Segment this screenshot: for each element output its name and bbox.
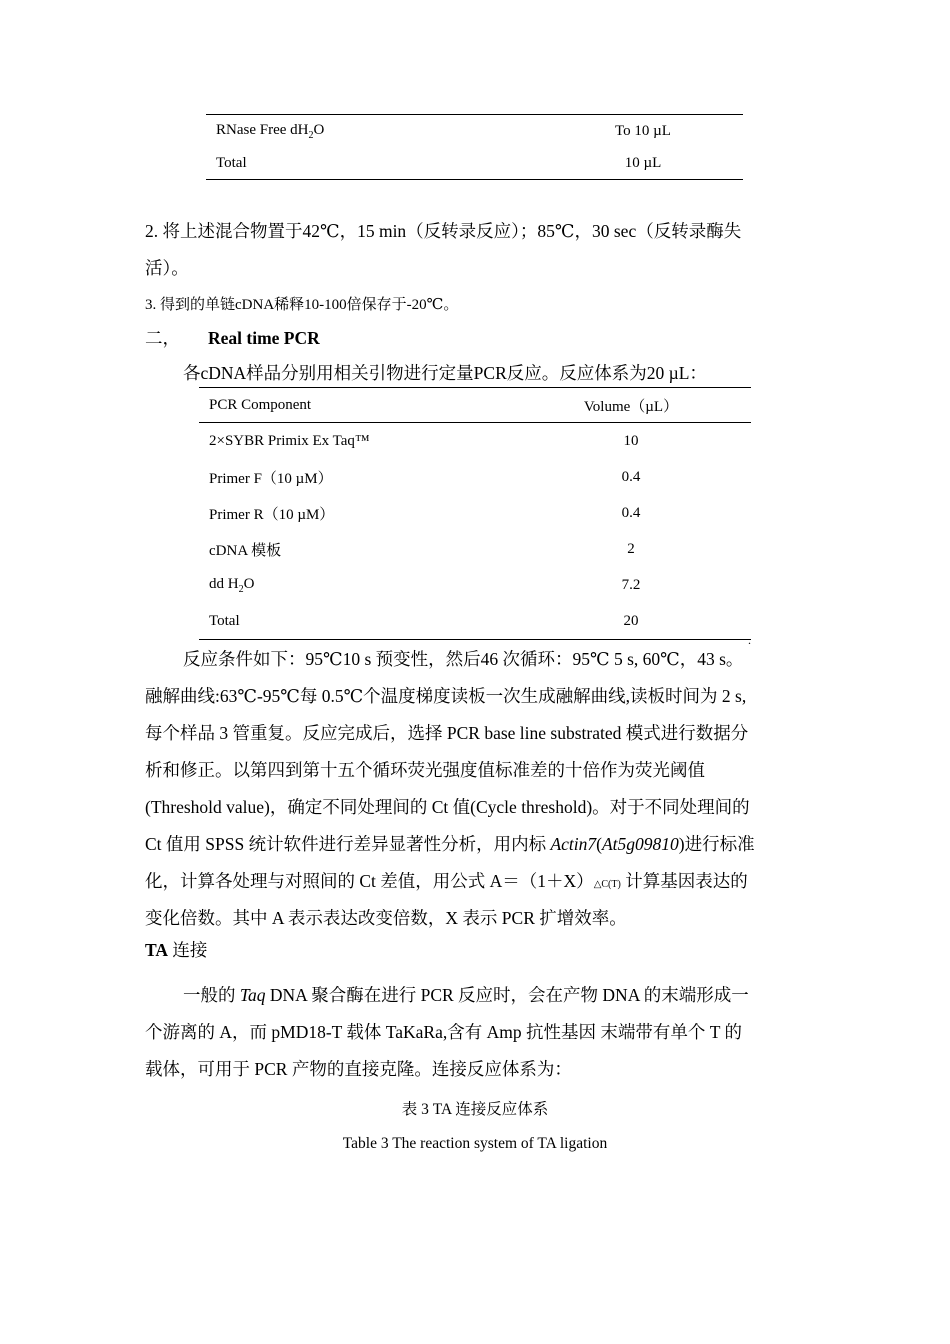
- reagent-table-continued: [206, 114, 743, 180]
- table-trailing-mark: .: [748, 633, 751, 647]
- table-cell-value: 10 µL: [624, 154, 662, 171]
- gene-name: Actin7: [550, 834, 597, 854]
- table-cell-value: 20: [623, 612, 639, 629]
- para1-line-7: 化，计算各处理与对照间的 Ct 差值，用公式 A＝（1＋X）△C(T) 计算基因表达的: [145, 871, 748, 891]
- table-caption-en: Table 3 The reaction system of TA ligation: [342, 1135, 608, 1152]
- table-header-volume: Volume（µL）: [511, 388, 751, 423]
- section-heading-real-time-pcr: [145, 325, 320, 350]
- step-2-line-1: 2. 将上述混合物置于42℃，15 min（反转录反应）；85℃，30 sec（反转录酶失: [145, 221, 742, 241]
- para1-line-2: 融解曲线:63℃-95℃每 0.5℃个温度梯度读板一次生成融解曲线,读板时间为 2 s,: [145, 686, 747, 706]
- para1-line-6: Ct 值用 SPSS 统计软件进行差异显著性分析，用内标 Actin7(At5g09810)进行标准: [145, 834, 755, 854]
- table-row: [199, 495, 751, 531]
- table-cell-component: Primer R（10 µM）: [209, 506, 335, 523]
- table-cell-component: cDNA 模板: [209, 542, 282, 559]
- table-cell-value: 0.4: [621, 504, 641, 521]
- pcr-component-table: [199, 387, 751, 640]
- table-row: [199, 459, 751, 495]
- table-header-row: [199, 388, 751, 423]
- section-heading-ta-ligation: TA 连接: [145, 940, 208, 960]
- para1-line-5: (Threshold value)，确定不同处理间的 Ct 值(Cycle threshold)。对于不同处理间的: [145, 797, 750, 817]
- table-cell-component: RNase Free $dH_2O$: [216, 121, 325, 141]
- table-cell-value: To 10 µL: [615, 122, 671, 139]
- gene-locus: At5g09810: [601, 834, 679, 854]
- table-row: [206, 147, 743, 180]
- table-row: [206, 115, 743, 148]
- table-cell-value: 7.2: [621, 576, 641, 593]
- pcr-intro: 各cDNA样品分别用相关引物进行定量PCR反应。反应体系为20 µL：: [183, 363, 707, 383]
- table-row: [199, 423, 751, 460]
- table-row: [199, 567, 751, 603]
- para1-line-4: 析和修正。以第四到第十五个循环荧光强度值标准差的十倍作为荧光阈值: [145, 760, 705, 780]
- para1-line-8: 变化倍数。其中 A 表示表达改变倍数，X 表示 PCR 扩增效率。: [145, 908, 627, 928]
- table-cell-component: Total: [216, 154, 247, 171]
- table-row: [199, 531, 751, 567]
- section-number: 二，: [145, 328, 180, 348]
- step-3: 3. 得到的单链cDNA稀释10-100倍保存于-20℃。: [145, 297, 459, 313]
- table-row: [199, 603, 751, 640]
- para1-line-1: 反应条件如下：95℃10 s 预变性，然后46 次循环：95℃ 5 s, 60℃，43 s。: [183, 649, 744, 669]
- table-cell-component: dd $H_2O$: [209, 575, 255, 595]
- table-cell-component: Total: [209, 612, 240, 629]
- enzyme-name: Taq: [239, 985, 266, 1005]
- table-cell-value: 0.4: [621, 468, 641, 485]
- para2-line-2: 个游离的 A，而 pMD18-T 载体 TaKaRa,含有 Amp 抗性基因 末端带有单个 T 的: [145, 1022, 742, 1042]
- para1-line-3: 每个样品 3 管重复。反应完成后，选择 PCR base line substrated 模式进行数据分: [145, 723, 749, 743]
- para2-line-3: 载体，可用于 PCR 产物的直接克隆。连接反应体系为：: [145, 1059, 572, 1079]
- section-title: Real time PCR: [208, 328, 320, 348]
- table-cell-component: Primer F（10 µM）: [209, 470, 333, 487]
- step-2-line-2: 活）。: [145, 258, 189, 278]
- para2-line-1: 一般的 Taq DNA 聚合酶在进行 PCR 反应时，会在产物 DNA 的末端形成一: [183, 985, 749, 1005]
- table-cell-component: 2×SYBR Primix Ex Taq™: [209, 432, 370, 449]
- table-cell-value: 10: [623, 432, 639, 449]
- table-cell-value: 2: [627, 540, 635, 557]
- formula-exponent: △C(T): [593, 879, 621, 890]
- table-caption-cn: 表 3 TA 连接反应体系: [401, 1101, 549, 1118]
- table-header-component: PCR Component: [199, 388, 511, 423]
